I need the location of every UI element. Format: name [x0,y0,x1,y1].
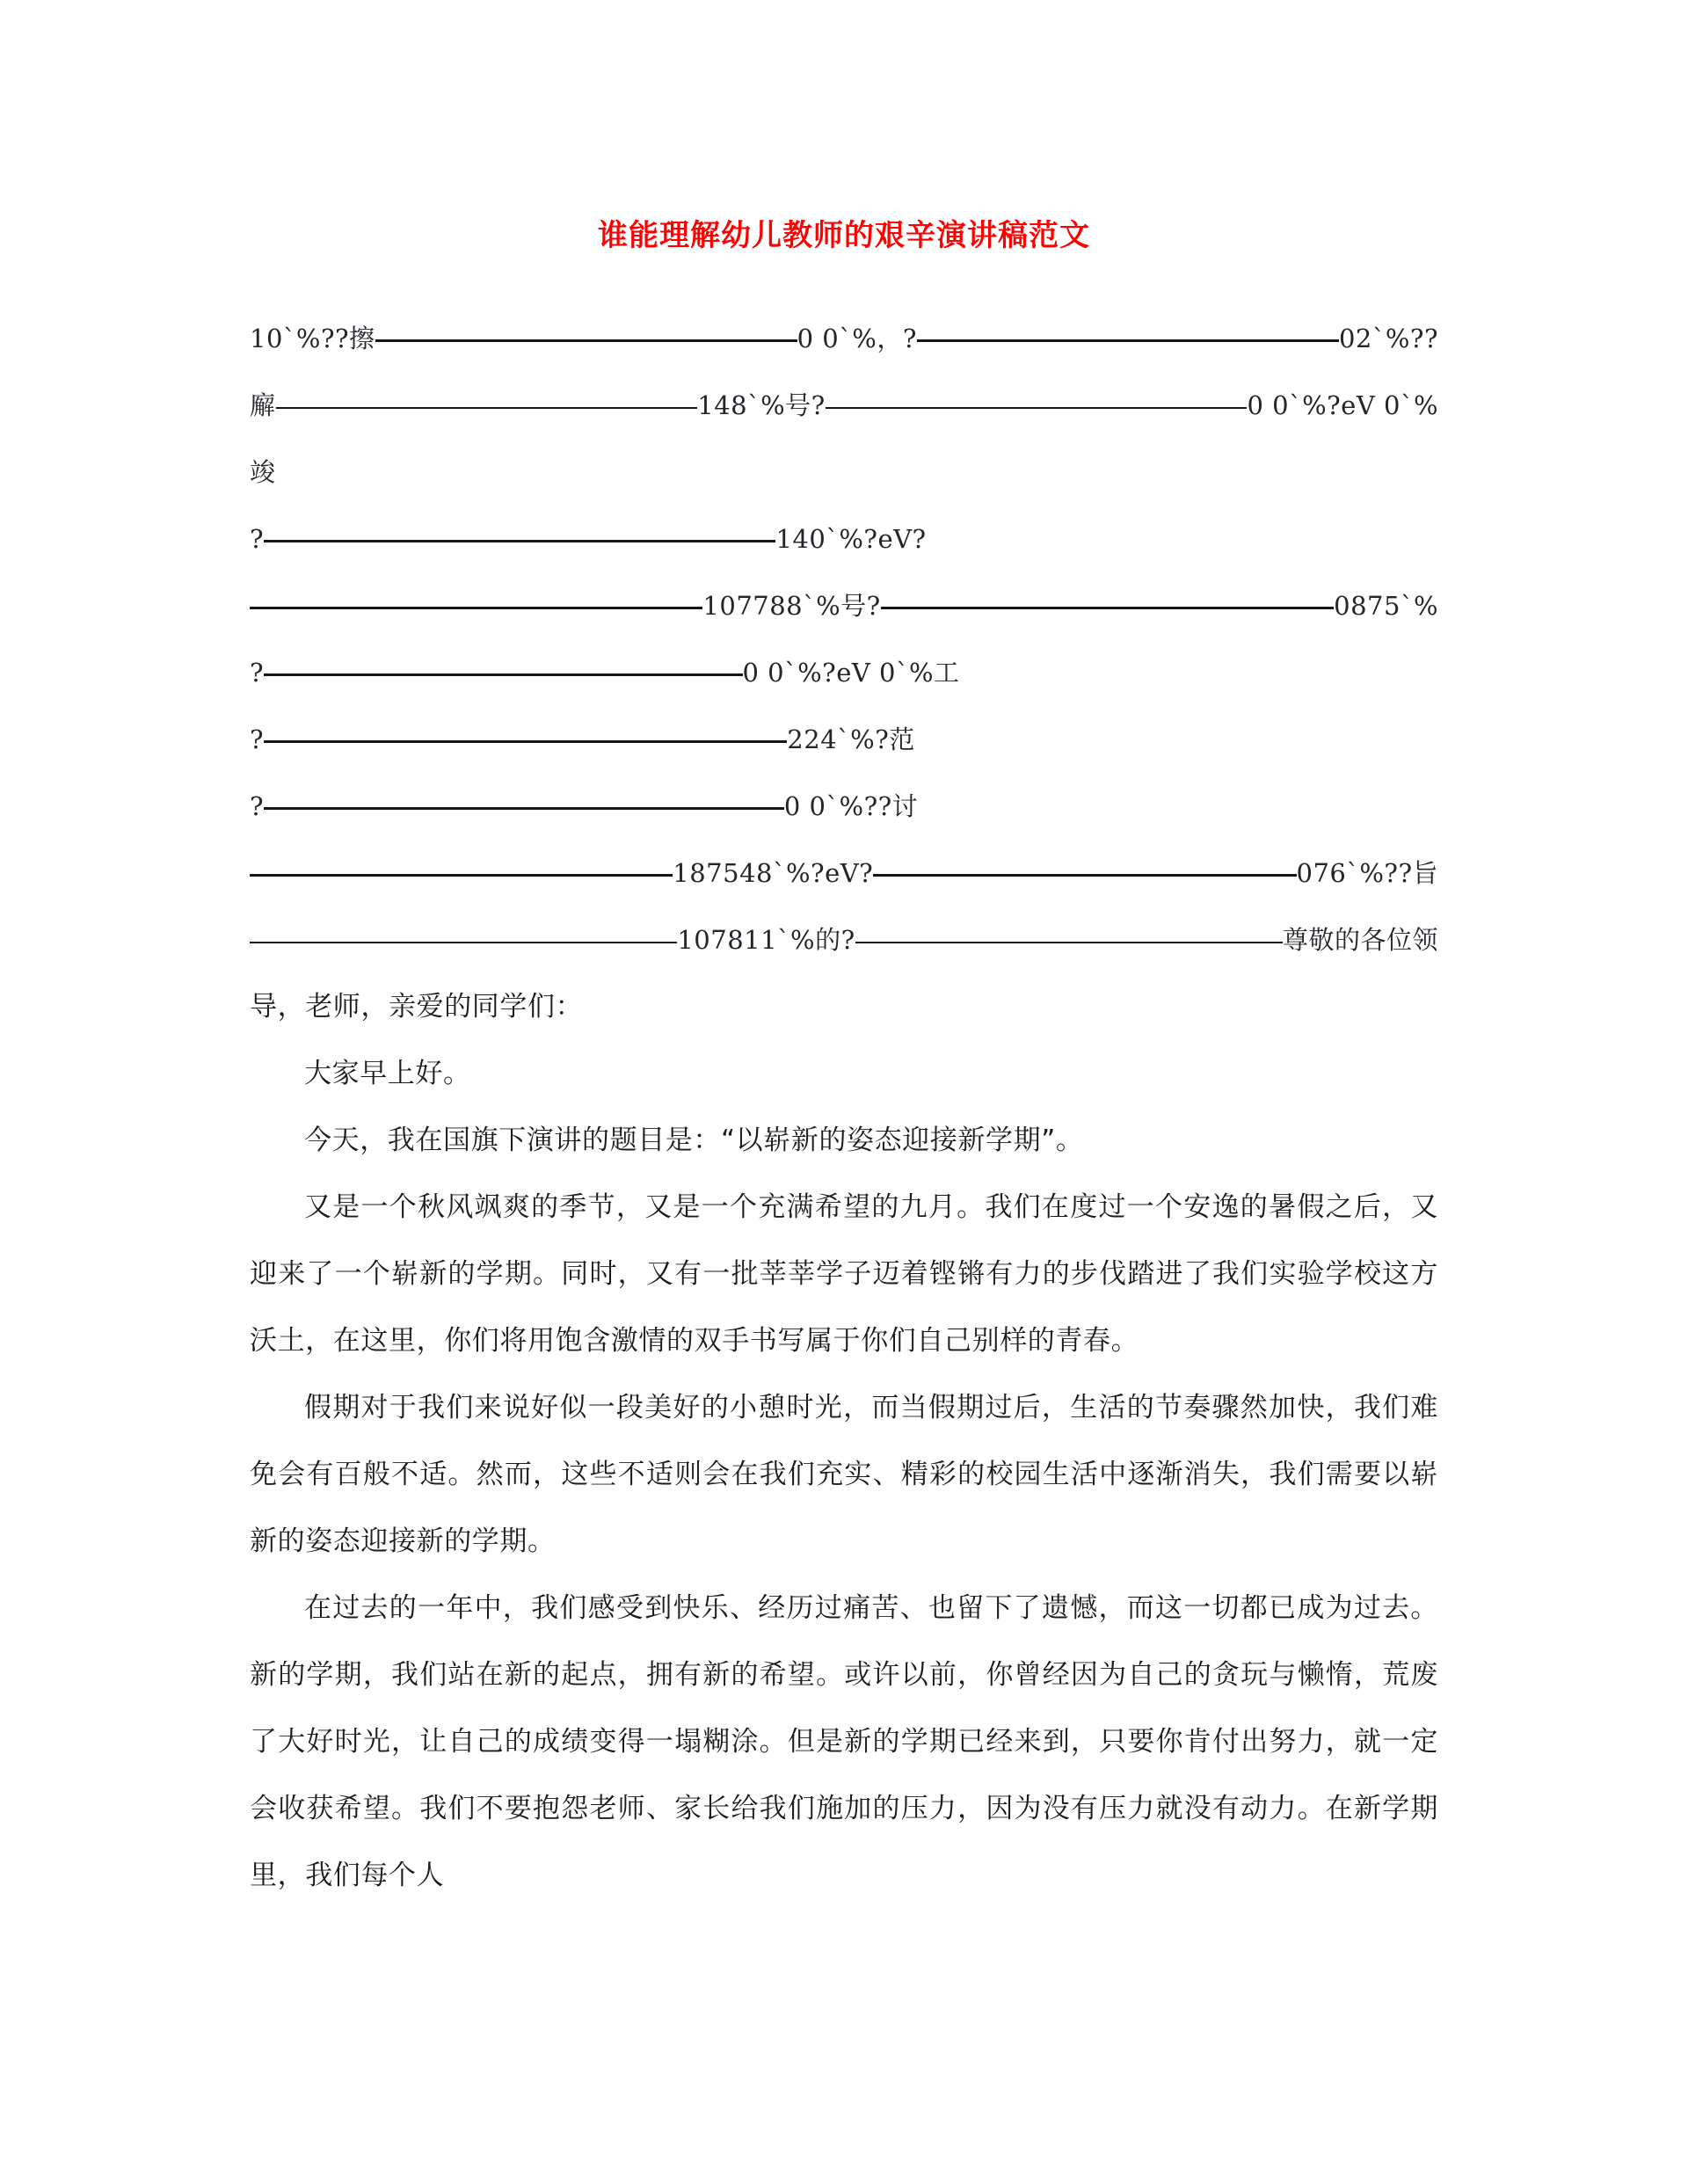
horizontal-rule [250,874,673,877]
garbled-text-segment: 224`%?范 [787,724,915,754]
document-body [250,254,1438,1909]
garbled-line [250,773,1438,840]
garbled-line [250,372,1438,439]
garbled-line [250,840,1438,906]
garbled-line [250,506,1438,572]
garbled-text-segment: 廨 [250,389,276,420]
horizontal-rule [855,942,1283,943]
horizontal-rule [276,407,698,409]
paragraph: 大家早上好。 [304,1057,471,1089]
garbled-text-segment: ? [250,724,265,754]
garbled-text-segment: 107811`%的? [677,924,855,955]
garbled-line [250,572,1438,639]
horizontal-rule [873,874,1296,877]
garbled-line [250,906,1438,973]
garbled-text-segment: 107788`%号? [702,590,881,621]
horizontal-rule [264,807,784,810]
page-title: 谁能理解幼儿教师的艰辛演讲稿范文 [598,218,1090,253]
horizontal-rule [250,942,677,943]
garbled-text-segment: ? [250,523,265,554]
garbled-text-segment: ? [250,657,265,688]
garbled-text-segment: 0875`% [1334,590,1438,621]
paragraph: 在过去的一年中，我们感受到快乐、经历过痛苦、也留下了遗憾，而这一切都已成为过去。新的学期，我们站在新的起点，拥有新的希望。或许以前，你曾经因为自己的贪玩与懒惰，荒废了大好时光，让自己的成绩变得一塌糊涂。但是新的学期已经来到，只要你肯付出努力，就一定会收获希望。我们不要抱怨老师、家长给我们施加的压力，因为没有压力就没有动力。在新学期里，我们每个人 [250,1591,1438,1891]
garbled-text-segment: 竣 [250,456,276,487]
speech-body-block [250,973,1438,1909]
garbled-text-segment: 02`%?? [1338,323,1438,353]
garbled-text-segment: 0 0`%?eV 0`% [1247,389,1438,420]
garbled-header-block [250,305,1438,973]
horizontal-rule [917,339,1339,342]
horizontal-rule [264,673,742,676]
horizontal-rule [264,540,775,542]
garbled-text-segment: 0 0`%，? [797,323,917,353]
garbled-text-segment: 187548`%?eV? [673,857,874,888]
garbled-text-segment: 148`%号? [697,389,826,420]
garbled-line [250,439,1438,506]
garbled-line [250,305,1438,372]
horizontal-rule [826,407,1248,409]
garbled-line [250,639,1438,706]
paragraph: 今天，我在国旗下演讲的题目是：“以崭新的姿态迎接新学期”。 [304,1124,1084,1156]
paragraph: 假期对于我们来说好似一段美好的小憩时光，而当假期过后，生活的节奏骤然加快，我们难免会有百般不适。然而，这些不适则会在我们充实、精彩的校园生活中逐渐消失，我们需要以崭新的姿态迎接新的学期。 [250,1391,1438,1557]
horizontal-rule [264,740,787,743]
paragraph: 又是一个秋风飒爽的季节，又是一个充满希望的九月。我们在度过一个安逸的暑假之后，又迎来了一个崭新的学期。同时，又有一批莘莘学子迈着铿锵有力的步伐踏进了我们实验学校这方沃土，在这里，你们将用饱含激情的双手书写属于你们自己别样的青春。 [250,1190,1438,1357]
garbled-text-segment: 0 0`%??讨 [783,790,919,821]
horizontal-rule [250,607,702,609]
garbled-text-segment: 076`%??旨 [1296,857,1438,888]
garbled-text-segment: 140`%?eV? [775,523,927,554]
garbled-line [250,706,1438,773]
garbled-text-segment: 0 0`%?eV 0`%工 [742,657,960,688]
garbled-text-segment: 10`%??擦 [250,323,375,353]
garbled-text-segment: ? [250,790,265,821]
horizontal-rule [375,339,797,342]
horizontal-rule [881,607,1334,609]
paragraph: 导，老师，亲爱的同学们： [250,990,584,1023]
garbled-text-segment: 尊敬的各位领 [1283,924,1438,955]
